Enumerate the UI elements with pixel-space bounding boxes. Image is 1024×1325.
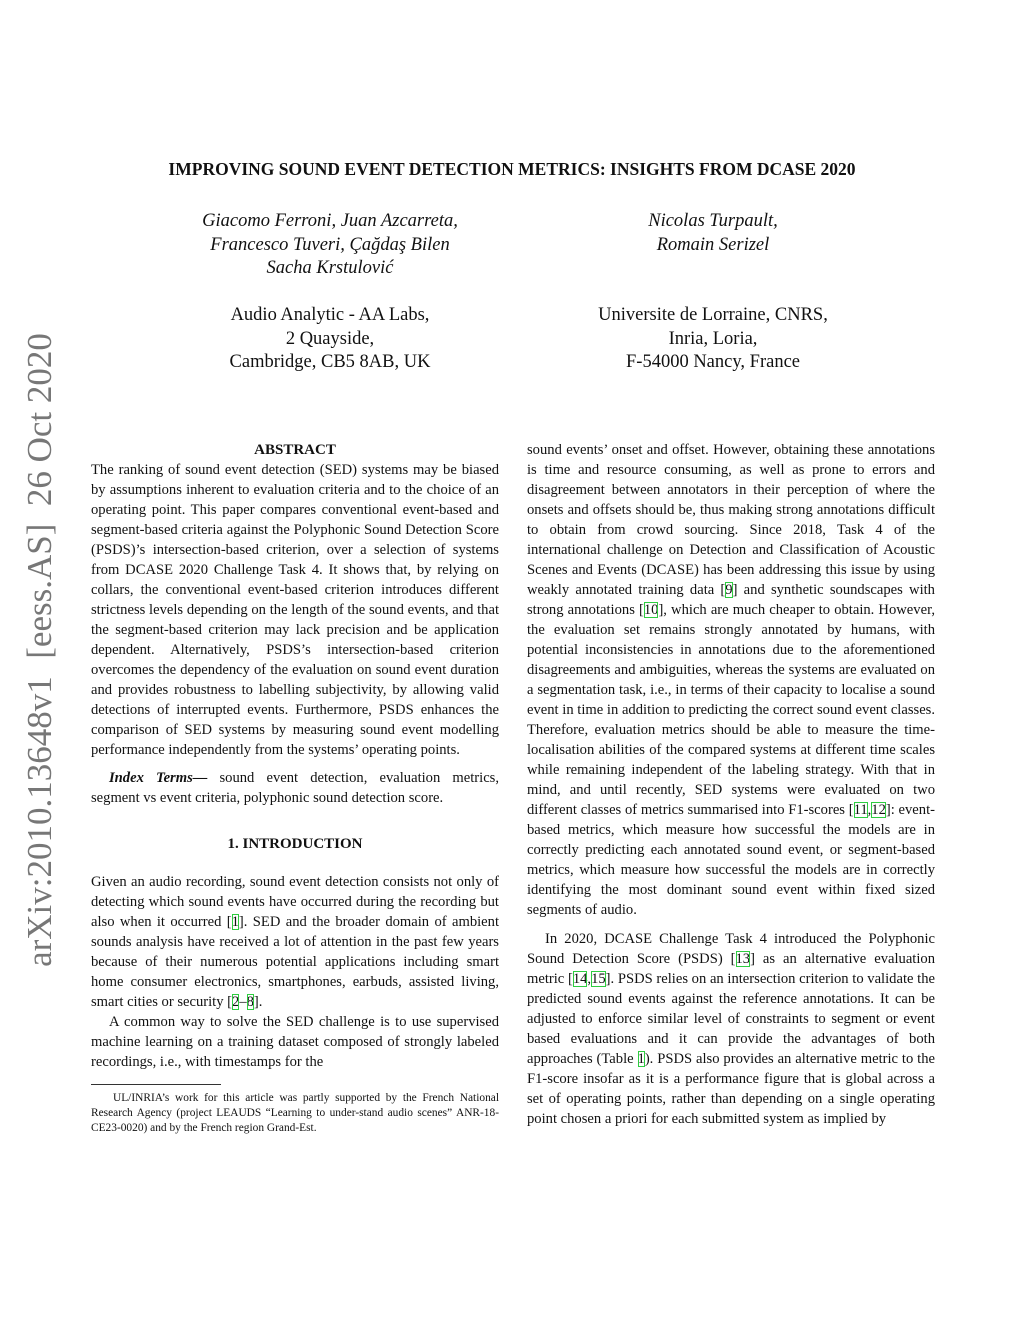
citation-link[interactable]: 10 (643, 602, 659, 618)
paragraph-text: A common way to solve the SED challenge is to use supervised machine learning on a training dataset composed of strongly labeled recordings, i.e., with timestamps for the (91, 1014, 499, 1070)
citation-link[interactable]: 1 (231, 914, 239, 930)
affiliation-line: Universite de Lorraine, CNRS, (598, 305, 828, 325)
author-line: Nicolas Turpault, (648, 211, 778, 231)
left-column (91, 440, 499, 1136)
authors-right (553, 210, 873, 257)
abstract-text: The ranking of sound event detection (SED) systems may be biased by assumptions inherent to evaluation criteria and to the choice of an operating point. This paper compares conventional event-based and segment-based criteria against the Polyphonic Sound Detection Score (PSDS)’s intersection-based criterion, over a selection of systems from DCASE 2020 Challenge Task 4. It shows that, by relying on collars, the conventional event-based criterion introduces different strictness levels depending on the length of the sound events, and that the segment-based criterion may lack precision and be application dependent. Alternatively, PSDS’s intersection-based criterion overcomes the dependency of the evaluation on sound event duration and provides robustness to labelling subjectivity, by allowing valid detections of interrupted events. Furthermore, PSDS enhances the comparison of SED systems by measuring sound event modelling performance independently from the systems’ operating points. (91, 462, 499, 758)
paper-title: IMPROVING SOUND EVENT DETECTION METRICS: INSIGHTS FROM DCASE 2020 (168, 159, 856, 179)
author-line: Giacomo Ferroni, Juan Azcarreta, (202, 211, 458, 231)
affiliation-right (553, 304, 873, 375)
intro-paragraph (91, 872, 499, 1012)
affiliation-left (170, 304, 490, 375)
right-column (527, 440, 935, 1129)
paragraph-text: ). PSDS also provides an alternative metric to the F1-score insofar as it is a performance figure that is global across a set of operating points, rather than depending on a single operating point chosen a priori for each submitted system as implied by (527, 1051, 935, 1127)
intro-paragraph (91, 1012, 499, 1072)
author-line: Sacha Krstulović (266, 258, 394, 278)
author-line: Romain Serizel (656, 234, 770, 255)
citation-link[interactable]: 9 (725, 582, 733, 598)
paragraph-text: , (867, 802, 872, 818)
citation-link[interactable]: 14 (572, 971, 588, 987)
index-terms (91, 768, 499, 808)
paragraph-text: Given an audio recording, sound event detection consists not only of detecting which sound events have occurred during the recording but also when it occurred [ (91, 874, 499, 930)
paragraph-text: – (239, 994, 247, 1010)
paragraph-text: ]. SED and the broader domain of ambient sounds analysis have received a lot of attention in the past few years because of their numerous potential applications including smart home consumer electronics, smartphones, earbuds, assisted living, smart cities or security [ (91, 914, 499, 1010)
paragraph-text: In 2020, DCASE Challenge Task 4 introduced the Polyphonic Sound Detection Score (PSDS) [ (527, 931, 935, 967)
index-terms-label: Index Terms— (109, 770, 208, 786)
author-line: Francesco Tuveri, Çağdaş Bilen (210, 234, 450, 255)
affiliation-line: Inria, Loria, (668, 328, 758, 349)
authors-left (170, 210, 490, 281)
affiliation-line: 2 Quayside, (285, 328, 375, 349)
paragraph-text: ] as an alternative evaluation metric [ (527, 951, 936, 987)
citation-link[interactable]: 13 (735, 951, 751, 967)
affiliation-line: Cambridge, CB5 8AB, UK (229, 352, 431, 372)
arxiv-identifier: arXiv:2010.13648v1 [eess.AS] 26 Oct 2020 (20, 333, 59, 967)
citation-link[interactable]: 2 (232, 994, 240, 1010)
paragraph-text: , (587, 971, 592, 987)
citation-link[interactable]: 8 (246, 994, 254, 1010)
paragraph-text: ]: event-based metrics, which measure how successful the models are in correctly predicting each annotated sound event, or segment-based metrics, which measure how successful the models are in correctly identifying the most dominant sound event within fixed sized segments of audio. (527, 802, 936, 918)
citation-link[interactable]: 1 (637, 1051, 645, 1067)
abstract-heading: ABSTRACT (254, 442, 336, 458)
footnote: UL/INRIA’s work for this article was partly supported by the French National Research Agency (project LEAUDS “Learning to under-stand audio scenes” ANR-18-CE23-0020) and by the French region Grand-Est. (91, 1092, 499, 1134)
section-heading-introduction: 1. INTRODUCTION (227, 836, 363, 852)
citation-link[interactable]: 11 (853, 802, 868, 818)
affiliation-line: Audio Analytic - AA Labs, (230, 305, 430, 325)
citation-link[interactable]: 15 (591, 971, 606, 987)
paragraph-text: sound events’ onset and offset. However, obtaining these annotations is time and resource consuming, as well as prone to errors and disagreement between annotators in their perception of where the onsets and offsets should be, thus making strong annotations difficult to obtain from crowd sourcing. Since 2018, Task 4 of the international challenge on Detection and Classification of Acoustic Scenes and Events (DCASE) has been addressing this issue by using weakly annotated training data [ (527, 442, 935, 598)
citation-link[interactable]: 12 (871, 802, 886, 818)
paragraph-text: ] and synthetic soundscapes with strong annotations [ (527, 582, 935, 618)
paragraph-text: ]. (253, 994, 263, 1010)
footnote-rule (91, 1084, 221, 1085)
paragraph-text: ], which are much cheaper to obtain. However, the evaluation set remains strongly annotated by humans, with potential inconsistencies in annotations due to the aforementioned disagreements and ambiguities, whereas the systems are evaluated on a segmentation task, i.e., in terms of their capacity to localise a sound event in time in addition to predicting the correct sound event classes. Therefore, evaluation metrics should be able to measure the time-localisation abilities of the compared systems at different time scales while remaining independent of the labeling strategy. With that in mind, and until recently, SED systems were evaluated on two different classes of metrics summarised into F1-scores [ (527, 602, 935, 818)
affiliation-line: F-54000 Nancy, France (626, 352, 800, 372)
paragraph-text: ]. PSDS relies on an intersection criterion to validate the predicted sound events against the reference annotations. It can be adjusted to enforce similar level of constraints to segment or event based evaluations and it can provide the advantages of both approaches (Table (527, 971, 935, 1067)
index-terms-text: sound event detection, evaluation metrics, segment vs event criteria, polyphonic sound detection score. (91, 770, 500, 806)
intro-paragraph (527, 929, 935, 1129)
intro-paragraph (527, 440, 935, 920)
